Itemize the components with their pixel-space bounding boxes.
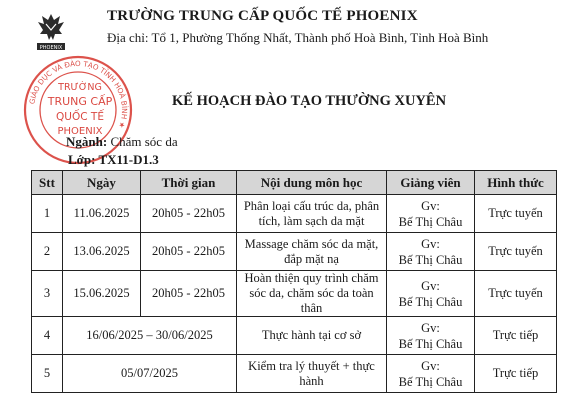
row-teacher <box>387 355 475 393</box>
row-mode: Trực tuyến <box>475 233 557 271</box>
class-line: Lớp: TX11-D1.3 <box>68 152 159 167</box>
svg-text:PHOENIX: PHOENIX <box>57 126 103 137</box>
school-address: Địa chỉ: Tổ 1, Phường Thống Nhất, Thành phố Hoà Bình, Tỉnh Hoà Bình <box>107 30 489 45</box>
training-schedule-table <box>31 170 557 393</box>
row-mode: Trực tiếp <box>475 317 557 355</box>
row-content: Massage chăm sóc da mặt, đắp mặt nạ <box>237 233 387 271</box>
table-row <box>32 271 557 317</box>
row-stt: 5 <box>32 355 63 393</box>
teacher-label: Gv: <box>421 320 440 335</box>
table-row <box>32 317 557 355</box>
row-time: 20h05 - 22h05 <box>141 233 237 271</box>
teacher-name: Bế Thị Châu <box>398 252 463 267</box>
row-mode: Trực tuyến <box>475 271 557 317</box>
svg-text:QUỐC TẾ: QUỐC TẾ <box>56 111 104 123</box>
table-row <box>32 233 557 271</box>
col-header-mode: Hình thức <box>475 171 557 195</box>
row-time: 20h05 - 22h05 <box>141 195 237 233</box>
row-content: Hoàn thiện quy trình chăm sóc da, chăm sóc da toàn thân <box>237 271 387 317</box>
col-header-stt: Stt <box>32 171 63 195</box>
plan-title: KẾ HOẠCH ĐÀO TẠO THƯỜNG XUYÊN <box>172 93 447 109</box>
svg-text:PHOENIX: PHOENIX <box>39 45 63 51</box>
row-content: Thực hành tại cơ sở <box>237 317 387 355</box>
school-name: TRƯỜNG TRUNG CẤP QUỐC TẾ PHOENIX <box>107 8 418 24</box>
table-row <box>32 355 557 393</box>
teacher-label: Gv: <box>421 236 440 251</box>
teacher-label: Gv: <box>421 278 440 293</box>
teacher-name: Bế Thị Châu <box>398 294 463 309</box>
svg-text:GIÁO DỤC VÀ ĐÀO TẠO TỈNH HOÀ B: GIÁO DỤC VÀ ĐÀO TẠO TỈNH HOÀ BÌNH ★ <box>27 58 130 130</box>
col-header-teacher: Giảng viên <box>387 171 475 195</box>
teacher-name: Bế Thị Châu <box>398 374 463 389</box>
row-mode: Trực tuyến <box>475 195 557 233</box>
table-row <box>32 195 557 233</box>
major-line <box>66 134 178 150</box>
table-header-row <box>32 171 557 195</box>
row-mode: Trực tiếp <box>475 355 557 393</box>
row-content: Kiểm tra lý thuyết + thực hành <box>237 355 387 393</box>
row-teacher <box>387 317 475 355</box>
teacher-label: Gv: <box>421 198 440 213</box>
col-header-date: Ngày <box>63 171 141 195</box>
row-date-range: 16/06/2025 – 30/06/2025 <box>63 317 237 355</box>
svg-text:TRƯỜNG: TRƯỜNG <box>58 82 102 93</box>
row-date: 11.06.2025 <box>63 195 141 233</box>
teacher-name: Bế Thị Châu <box>398 336 463 351</box>
major-label: Ngành: <box>66 134 108 149</box>
row-stt: 1 <box>32 195 63 233</box>
row-content: Phân loại cấu trúc da, phân tích, làm sạch da mặt <box>237 195 387 233</box>
row-stt: 3 <box>32 271 63 317</box>
row-date: 13.06.2025 <box>63 233 141 271</box>
row-stt: 2 <box>32 233 63 271</box>
row-date-range: 05/07/2025 <box>63 355 237 393</box>
row-date: 15.06.2025 <box>63 271 141 317</box>
col-header-time: Thời gian <box>141 171 237 195</box>
teacher-name: Bế Thị Châu <box>398 214 463 229</box>
phoenix-logo-icon <box>36 10 66 52</box>
svg-text:TRUNG CẤP: TRUNG CẤP <box>47 95 113 108</box>
row-stt: 4 <box>32 317 63 355</box>
row-teacher <box>387 195 475 233</box>
major-value: Chăm sóc da <box>110 134 178 149</box>
col-header-content: Nội dung môn học <box>237 171 387 195</box>
row-teacher <box>387 233 475 271</box>
row-time: 20h05 - 22h05 <box>141 271 237 317</box>
row-teacher <box>387 271 475 317</box>
teacher-label: Gv: <box>421 358 440 373</box>
